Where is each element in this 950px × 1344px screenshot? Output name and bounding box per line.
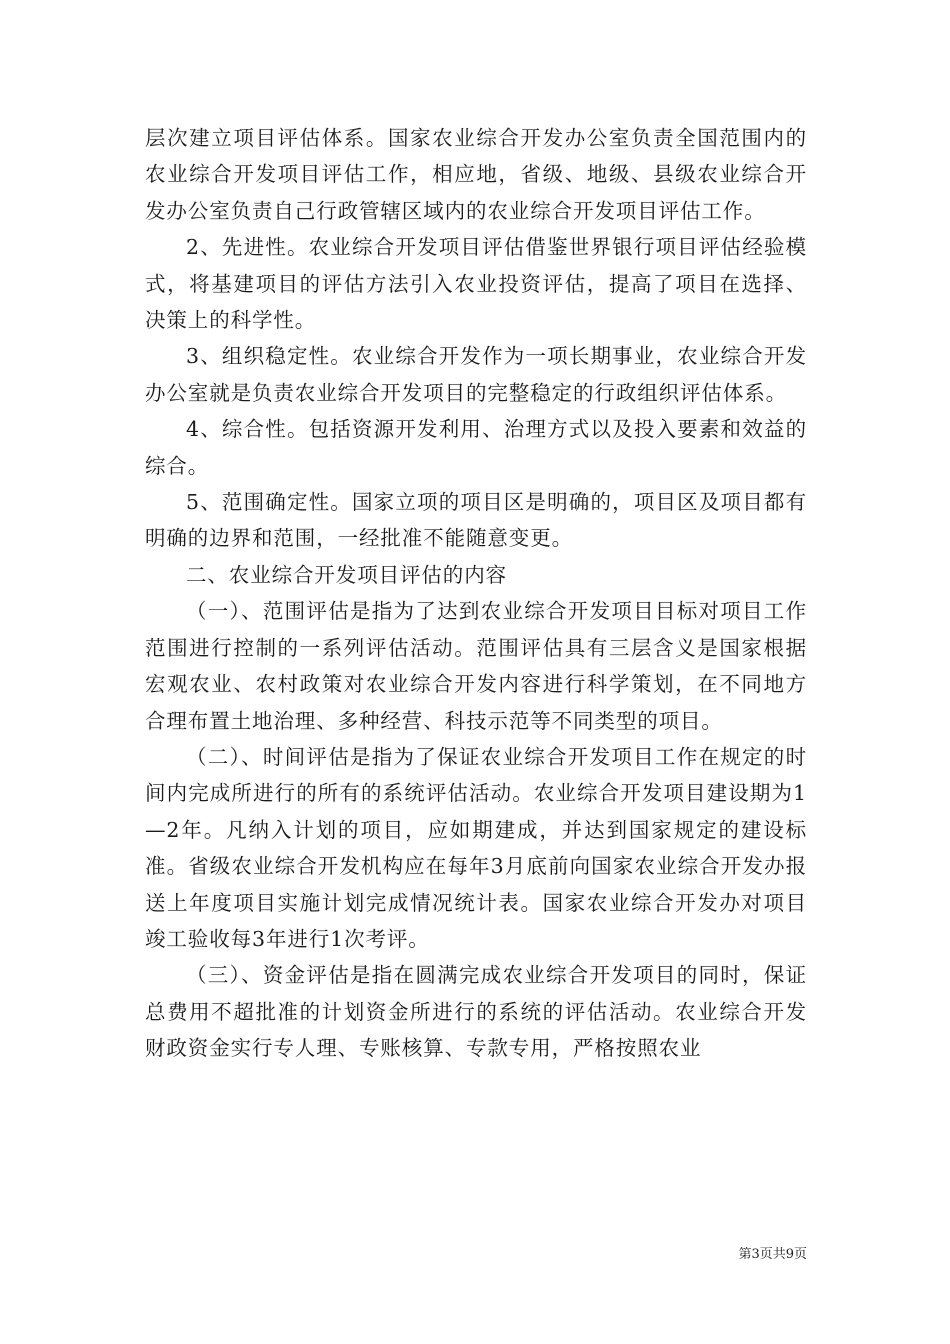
paragraph-7: （一）、范围评估是指为了达到农业综合开发项目目标对项目工作范围进行控制的一系列评估活动。范围评估具有三层含义是国家根据宏观农业、农村政策对农业综合开发内容进行科学策划，在不同地方合理布置土地治理、多种经营、科技示范等不同类型的项目。 bbox=[145, 599, 807, 733]
paragraph-5: 5、范围确定性。国家立项的项目区是明确的，项目区及项目都有明确的边界和范围，一经批准不能随意变更。 bbox=[145, 490, 807, 551]
paragraph-3: 3、组织稳定性。农业综合开发作为一项长期事业，农业综合开发办公室就是负责农业综合开发项目的完整稳定的行政组织评估体系。 bbox=[145, 344, 807, 405]
paragraph-4: 4、综合性。包括资源开发利用、治理方式以及投入要素和效益的综合。 bbox=[145, 417, 807, 478]
paragraph-8: （二）、时间评估是指为了保证农业综合开发项目工作在规定的时间内完成所进行的所有的系统评估活动。农业综合开发项目建设期为1—2年。凡纳入计划的项目，应如期建成，并达到国家规定的建设标准。省级农业综合开发机构应在每年3月底前向国家农业综合开发办报送上年度项目实施计划完成情况统计表。国家农业综合开发办对项目竣工验收每3年进行1次考评。 bbox=[145, 744, 807, 951]
page-number-footer: 第3页共9页 bbox=[738, 1247, 807, 1262]
paragraph-9: （三）、资金评估是指在圆满完成农业综合开发项目的同时，保证总费用不超批准的计划资金所进行的系统的评估活动。农业综合开发财政资金实行专人理、专账核算、专款专用，严格按照农业 bbox=[145, 963, 807, 1061]
paragraph-2: 2、先进性。农业综合开发项目评估借鉴世界银行项目评估经验模式，将基建项目的评估方法引入农业投资评估，提高了项目在选择、决策上的科学性。 bbox=[145, 235, 807, 333]
paragraph-1: 层次建立项目评估体系。国家农业综合开发办公室负责全国范围内的农业综合开发项目评估工作，相应地，省级、地级、县级农业综合开发办公室负责自己行政管辖区域内的农业综合开发项目评估工作。 bbox=[145, 126, 807, 223]
document-body bbox=[145, 120, 807, 1067]
section-heading: 二、农业综合开发项目评估的内容 bbox=[186, 562, 507, 587]
